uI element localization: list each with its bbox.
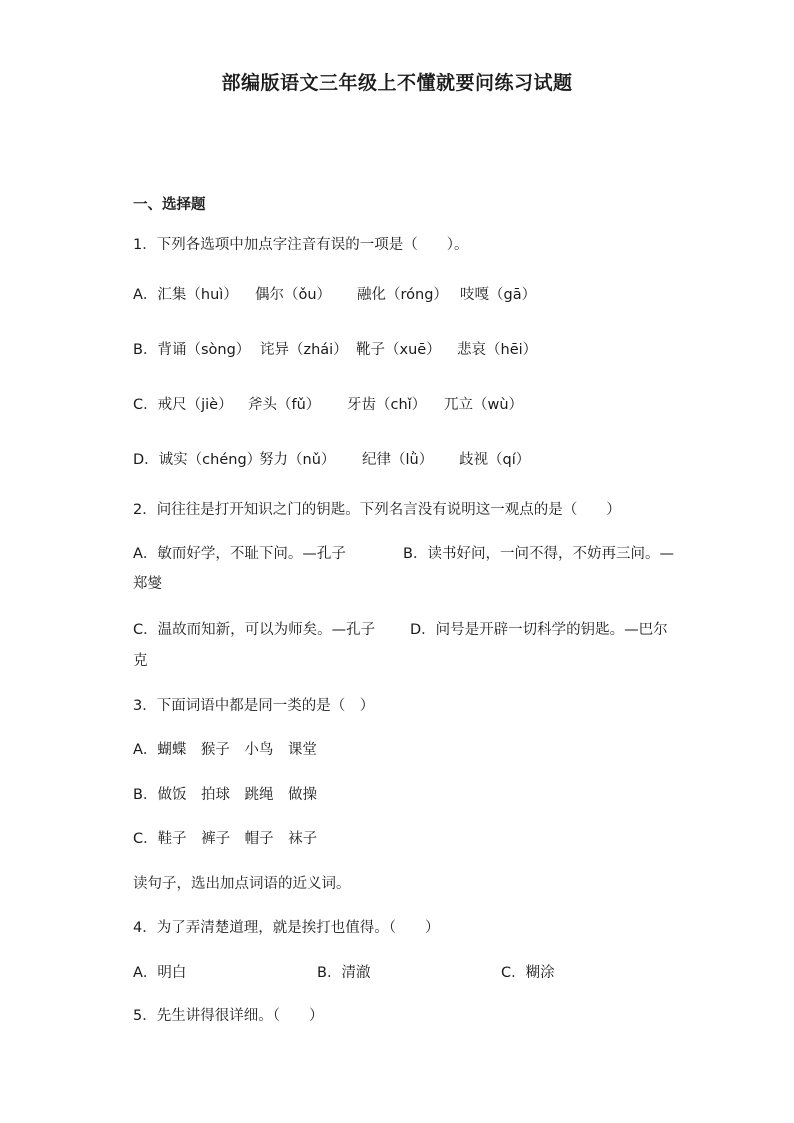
q2-option-c: C．温故而知新，可以为师矣。—孔子 [133, 622, 376, 638]
q2-option-b: B．读书好问，一问不得，不妨再三问。— [403, 546, 674, 562]
q4-option-b: B．清澈 [317, 965, 371, 981]
q1-option-a-2: 偶尔（ǒu） [255, 287, 332, 303]
q1-option-c-2: 斧头（fǔ） [248, 397, 321, 413]
q2-option-b-continuation: 郑燮 [133, 576, 162, 592]
q1-option-a-3: 融化（róng） [357, 287, 448, 303]
q1-option-d-1: D．诚实（chéng） [133, 452, 262, 468]
q4-stem: 4．为了弄清楚道理，就是挨打也值得。（ ） [133, 920, 440, 936]
q1-option-c-1: C．戒尺（jiè） [133, 397, 233, 413]
q1-option-b-2: 诧异（zhái） [260, 342, 348, 358]
q1-option-a-4: 吱嘎（gā） [460, 287, 537, 303]
q1-option-d-4: 歧视（qí） [459, 452, 531, 468]
q1-option-b-4: 悲哀（hēi） [457, 342, 538, 358]
q1-option-d-3: 纪律（lǜ） [362, 452, 434, 468]
q1-stem: 1．下列各选项中加点字注音有误的一项是（ ）。 [133, 237, 469, 253]
q1-option-b-3: 靴子（xuē） [356, 342, 441, 358]
q3-option-a: A．蝴蝶 猴子 小鸟 课堂 [133, 742, 317, 758]
q5-stem: 5．先生讲得很详细。（ ） [133, 1008, 324, 1024]
q1-option-c-3: 牙齿（chǐ） [347, 397, 427, 413]
q1-option-a-1: A．汇集（huì） [133, 287, 238, 303]
q1-option-b-1: B．背诵（sòng） [133, 342, 251, 358]
q3-option-c: C．鞋子 裤子 帽子 袜子 [133, 831, 318, 847]
q3-stem: 3．下面词语中都是同一类的是（ ） [133, 698, 375, 714]
document-title: 部编版语文三年级上不懂就要问练习试题 [221, 72, 573, 94]
q4-option-c: C．糊涂 [501, 965, 555, 981]
q3-option-b: B．做饭 拍球 跳绳 做操 [133, 787, 317, 803]
q4-option-a: A．明白 [133, 965, 187, 981]
q2-option-d-continuation: 克 [133, 653, 148, 669]
section-heading: 一、选择题 [133, 197, 206, 213]
q2-stem: 2．问往往是打开知识之门的钥匙。下列名言没有说明这一观点的是（ ） [133, 502, 621, 518]
q1-option-c-4: 兀立（wù） [444, 397, 524, 413]
q1-option-d-2: 努力（nǔ） [259, 452, 336, 468]
instruction-text: 读句子，选出加点词语的近义词。 [133, 876, 351, 892]
q2-option-d: D．问号是开辟一切科学的钥匙。—巴尔 [410, 622, 668, 638]
q2-option-a: A．敏而好学，不耻下问。—孔子 [133, 546, 346, 562]
